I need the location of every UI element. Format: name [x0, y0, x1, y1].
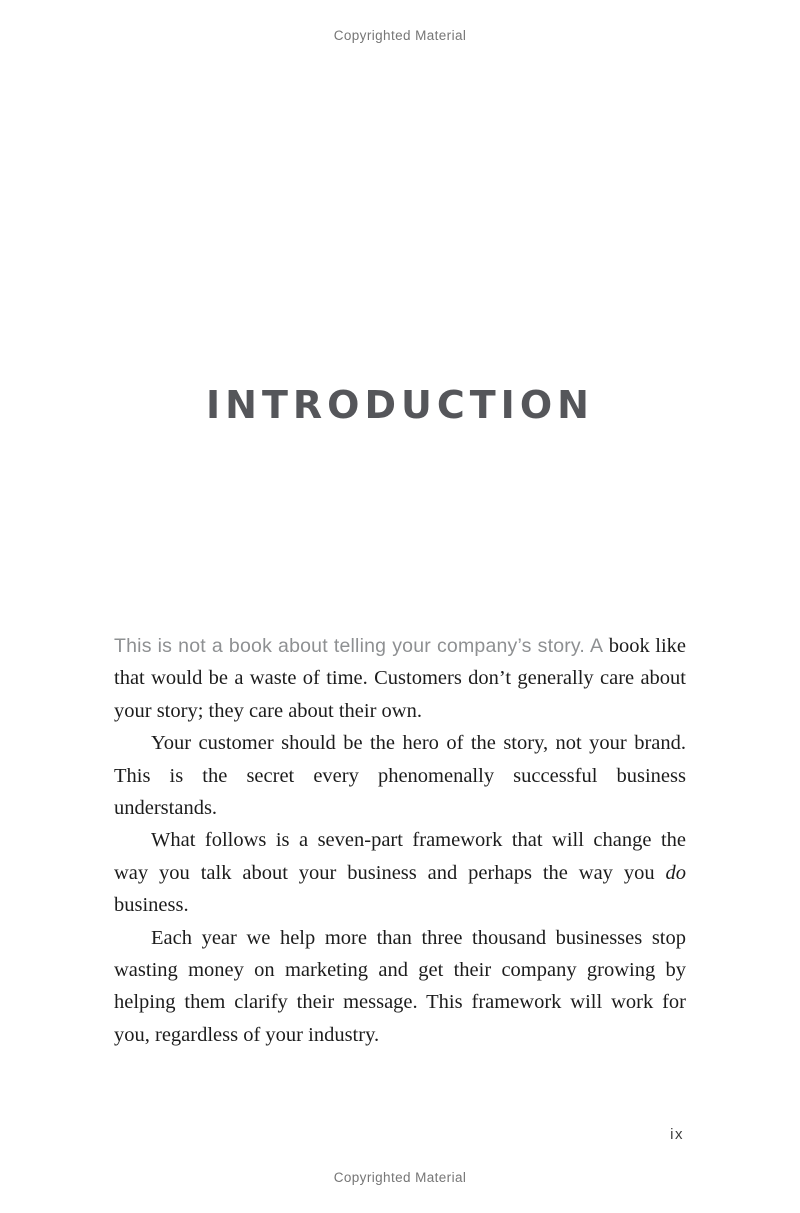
- body-text-block: [114, 630, 686, 1051]
- paragraph-3-text-before: What follows is a seven-part framework that will change the way you talk about your business and perhaps the way you: [114, 829, 686, 884]
- paragraph-3-text-after: business.: [114, 894, 189, 917]
- copyright-notice-bottom: Copyrighted Material: [333, 1170, 467, 1185]
- lead-sentence: This is not a book about telling your company’s story. A: [114, 635, 604, 657]
- paragraph-3: [114, 824, 686, 921]
- chapter-title: INTRODUCTION: [206, 383, 594, 427]
- page-number: ix: [670, 1126, 684, 1143]
- paragraph-1: [114, 630, 686, 727]
- paragraph-2: Your customer should be the hero of the story, not your brand. This is the secret every phenomenally successful business understands.: [114, 732, 686, 820]
- paragraph-1-text: book like that would be a waste of time. Customers don’t generally care about your story; they care about their own.: [114, 635, 686, 722]
- paragraph-4: Each year we help more than three thousand businesses stop wasting money on marketing and get their company growing by helping them clarify their message. This framework will work for you, regardless of your industry.: [114, 926, 686, 1046]
- italic-word: do: [665, 861, 686, 884]
- copyright-notice-top: Copyrighted Material: [333, 28, 467, 43]
